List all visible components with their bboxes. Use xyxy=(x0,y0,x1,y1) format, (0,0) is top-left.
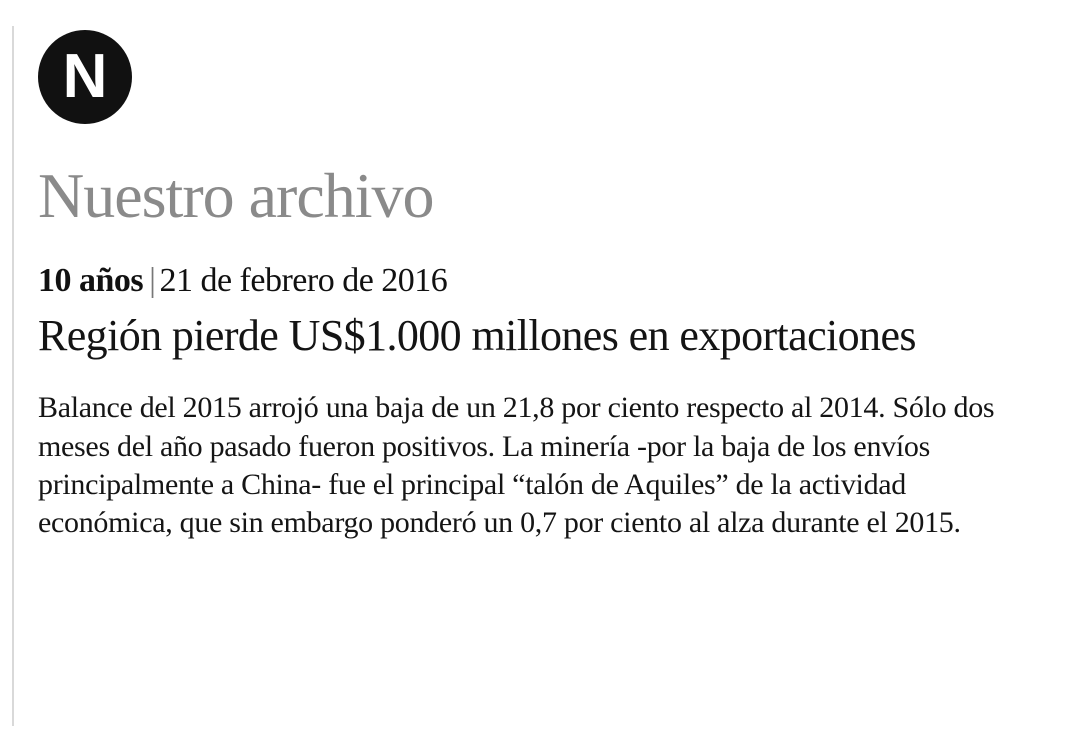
left-rule-divider xyxy=(12,26,14,726)
article-date: 21 de febrero de 2016 xyxy=(159,262,448,299)
dateline-separator: | xyxy=(149,262,156,299)
archive-article xyxy=(38,30,1038,543)
dateline xyxy=(38,262,1038,299)
logo-letter: N xyxy=(62,42,108,111)
years-ago-label: 10 años xyxy=(38,262,144,299)
article-body: Balance del 2015 arrojó una baja de un 21,8 por ciento respecto al 2014. Sólo dos meses del año pasado fueron positivos. La minería -por la baja de los envíos principalmente a China- fue el principal “talón de Aquiles” de la actividad económica, que sin embargo ponderó un 0,7 por ciento al alza durante el 2015. xyxy=(38,391,995,540)
newspaper-logo xyxy=(38,30,132,124)
section-title: Nuestro archivo xyxy=(38,160,434,231)
article-headline: Región pierde US$1.000 millones en exportaciones xyxy=(38,311,916,361)
